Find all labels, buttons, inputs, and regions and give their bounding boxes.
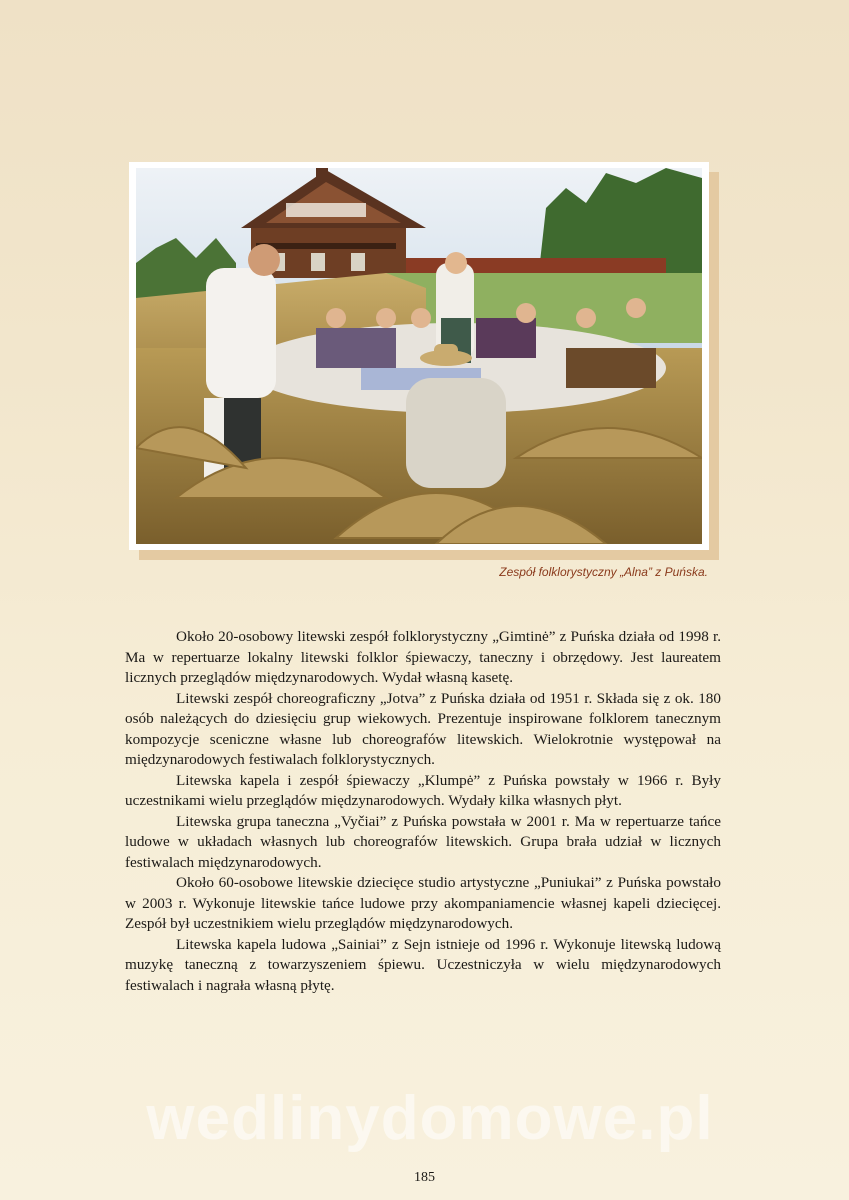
paragraph-klumpe: Litewska kapela i zespół śpiewaczy „Klumpė” z Puńska powstały w 1966 r. Były uczestnikami wielu przeglądów międzynarodowych. Wydały kilka własnych płyt. [125, 771, 721, 809]
page-number: 185 [414, 1170, 435, 1185]
paragraph-gimtine: Około 20-osobowy litewski zespół folklorystyczny „Gimtinė” z Puńska działa od 1998 r. Ma w repertuarze lokalny litewski folklor śpiewaczy, taneczny i obrzędowy. Jest laureatem licznych przeglądów międzynarodowych. Wydał własną kasetę. [125, 628, 721, 686]
photo-frame [129, 162, 709, 550]
paragraph-puniukai: Około 60-osobowe litewskie dziecięce studio artystyczne „Puniukai” z Puńska powstało w 2003 r. Wykonuje litewskie tańce ludowe przy akompaniamencie własnej kapeli dziecięcej. Zespół był uczestnikiem wielu przeglądów międzynarodowych. [125, 874, 721, 932]
article-body [125, 627, 721, 996]
paragraph-sainiai: Litewska kapela ludowa „Sainiai” z Sejn istnieje od 1996 r. Wykonuje litewską ludową muzykę taneczną z towarzyszeniem śpiewu. Uczestniczyła w wielu międzynarodowych festiwalach i nagrała własną płytę. [125, 935, 721, 994]
photo-illustration [136, 168, 702, 544]
paragraph-vyciai: Litewska grupa taneczna „Vyčiai” z Puńska powstała w 2001 r. Ma w repertuarze tańce ludowe w układach własnych lub choreografów litewskich. Grupa brała udział w licznych festiwalach międzynarodowych. [125, 812, 721, 871]
paragraph-jotva: Litewski zespół choreograficzny „Jotva” z Puńska działa od 1951 r. Składa się z ok. 180 osób należących do dziesięciu grup wiekowych. Prezentuje inspirowane folklorem tanecznym kompozycje sceniczne własne lub choreografów litewskich. Wielokrotnie występował na międzynarodowych festiwalach folklorystycznych. [125, 689, 721, 768]
watermark: wedlinydomowe.pl [146, 1084, 714, 1153]
folk-ensemble-photo [136, 168, 702, 544]
photo-caption: Zespół folklorystyczny „Alna” z Puńska. [499, 565, 708, 579]
